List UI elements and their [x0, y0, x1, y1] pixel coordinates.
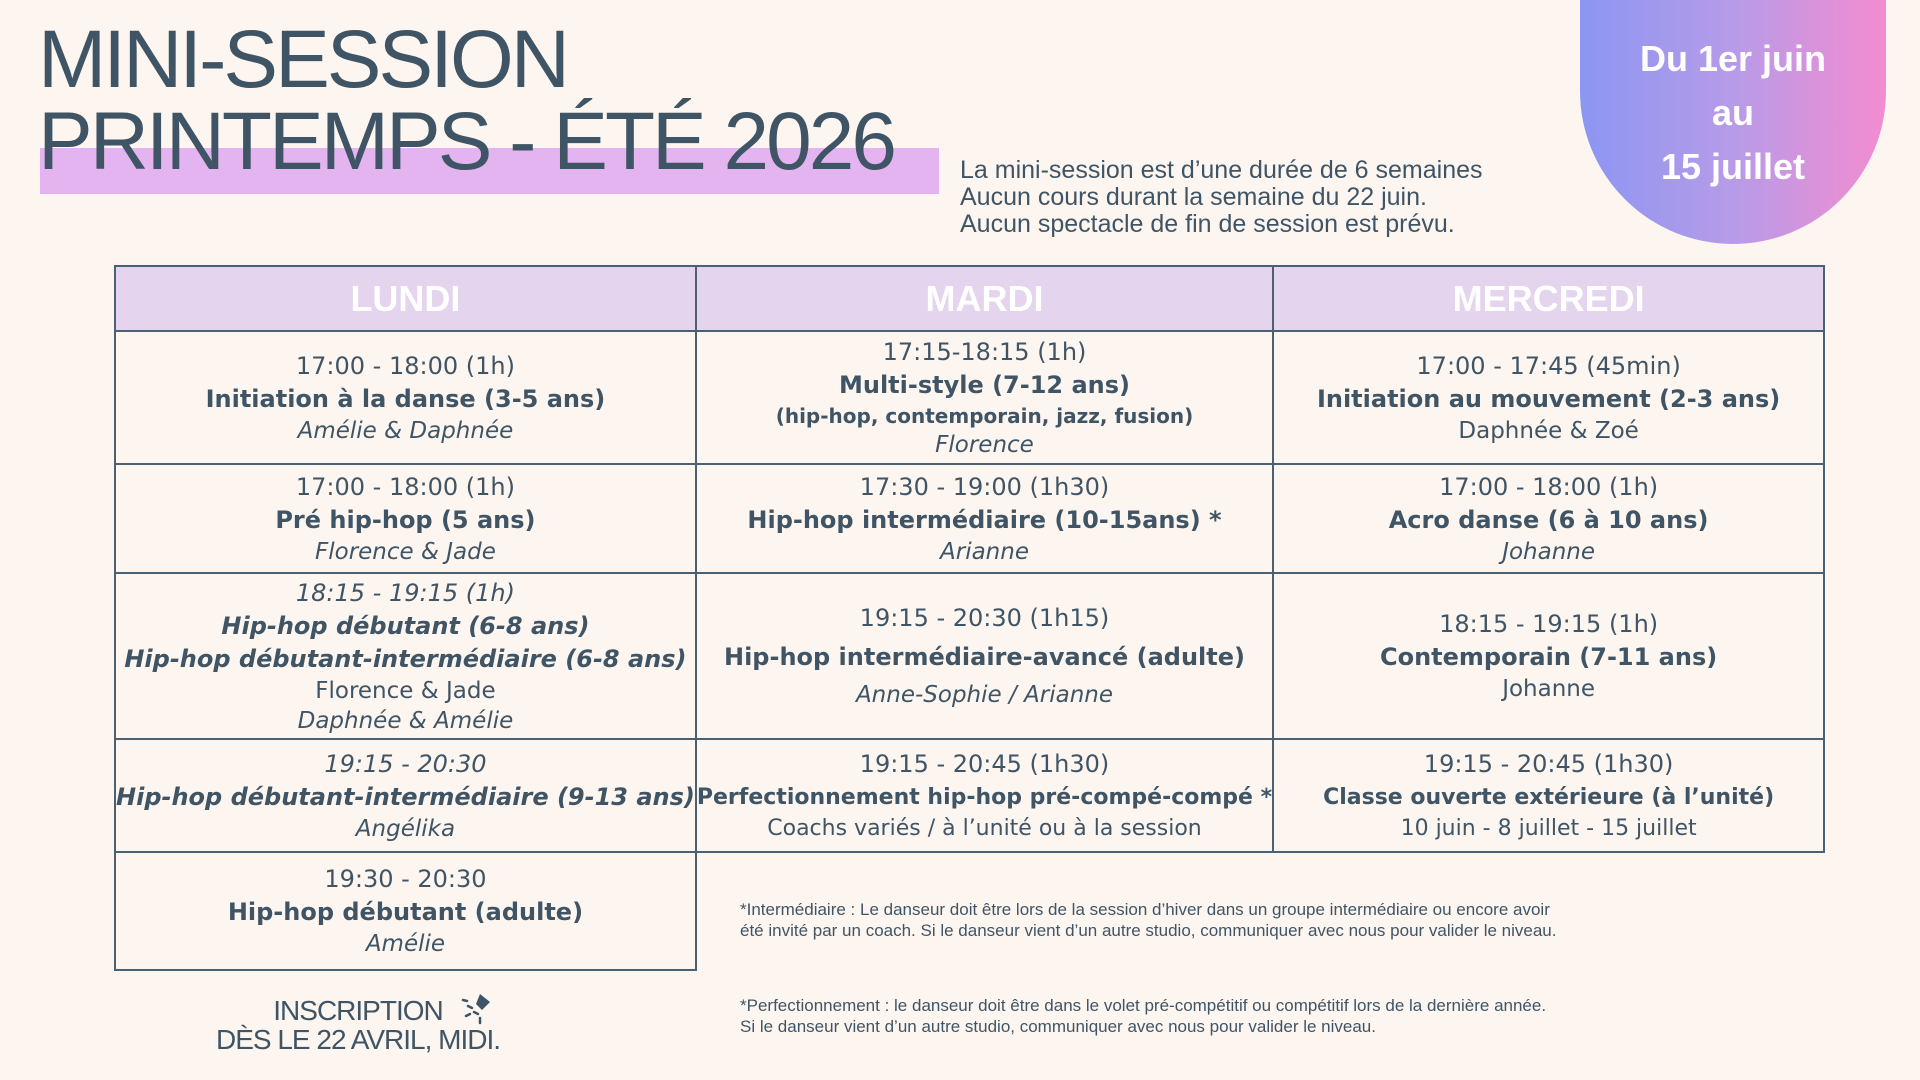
level-notes [740, 881, 1556, 1055]
title-block [38, 14, 894, 187]
class-teachers: Arianne [940, 538, 1029, 565]
schedule-row [115, 331, 1824, 464]
class-cell [696, 573, 1273, 739]
schedule-table [114, 265, 1825, 971]
class-name: Perfectionnement hip-hop pré-compé-compé * [696, 784, 1273, 810]
class-cell [115, 852, 696, 970]
class-cell [1273, 464, 1824, 573]
class-teachers: Daphnée & Amélie [297, 707, 514, 734]
class-name: Hip-hop débutant (adulte) [227, 898, 584, 926]
class-teachers: Florence & Jade [315, 538, 496, 565]
class-cell [1273, 331, 1824, 464]
class-teachers: Daphnée & Zoé [1458, 417, 1639, 444]
class-time: 17:00 - 18:00 (1h) [1439, 472, 1659, 501]
class-cell [696, 331, 1273, 464]
class-time: 17:00 - 18:00 (1h) [295, 472, 515, 501]
class-time: 19:30 - 20:30 [324, 865, 487, 893]
class-time: 19:15 - 20:45 (1h30) [1423, 749, 1674, 778]
class-cell [1273, 573, 1824, 739]
class-cell [115, 573, 696, 739]
class-time: 17:00 - 17:45 (45min) [1416, 351, 1681, 380]
class-teachers: Florence [935, 431, 1034, 458]
class-name: Acro danse (6 à 10 ans) [1388, 505, 1709, 534]
class-teachers: Amélie & Daphnée [297, 417, 514, 444]
inscription-info [216, 996, 500, 1054]
class-time: 17:30 - 19:00 (1h30) [859, 472, 1110, 501]
date-line: 15 juillet [1660, 146, 1806, 187]
day-header-mercredi: MERCREDI [1273, 266, 1824, 331]
schedule-row [115, 464, 1824, 573]
intro-line: La mini-session est d’une durée de 6 semaines [960, 156, 1483, 184]
class-cell [696, 464, 1273, 573]
day-header-row [115, 266, 1824, 331]
intro-line: Aucun spectacle de fin de session est prévu. [960, 210, 1455, 238]
session-intro [960, 157, 1483, 238]
class-teachers: Angélika [355, 815, 456, 842]
class-styles: (hip-hop, contemporain, jazz, fusion) [775, 403, 1194, 428]
class-name: Multi-style (7-12 ans) [838, 370, 1131, 399]
class-name: Hip-hop intermédiaire (10-15ans) * [747, 505, 1222, 534]
date-line: Du 1er juin [1639, 38, 1827, 79]
intro-line: Aucun cours durant la semaine du 22 juin. [960, 183, 1427, 211]
class-teachers: Amélie [365, 931, 446, 957]
title-line-2: PRINTEMPS - ÉTÉ 2026 [38, 96, 894, 187]
class-name: Hip-hop débutant-intermédiaire (6-8 ans) [124, 644, 687, 673]
class-name: Pré hip-hop (5 ans) [275, 505, 536, 534]
class-cell [696, 739, 1273, 852]
class-cell [115, 464, 696, 573]
class-teachers: Florence & Jade [315, 677, 496, 704]
class-name: Initiation à la danse (3-5 ans) [205, 384, 606, 413]
session-dates-badge [1580, 0, 1886, 244]
day-header-lundi: LUNDI [115, 266, 696, 331]
note-line: Si le danseur vient d’un autre studio, communiquer avec nous pour valider le niveau. [740, 1017, 1376, 1036]
class-time: 19:15 - 20:45 (1h30) [859, 749, 1110, 778]
class-time: 17:00 - 18:00 (1h) [295, 351, 515, 380]
class-teachers: 10 juin - 8 juillet - 15 juillet [1400, 815, 1697, 841]
day-header-mardi: MARDI [696, 266, 1273, 331]
schedule-row [115, 573, 1824, 739]
class-teachers: Johanne [1502, 538, 1596, 565]
sparkle-icon [460, 990, 496, 1026]
inscription-line-2: DÈS LE 22 AVRIL, MIDI. [216, 1024, 501, 1055]
class-time: 18:15 - 19:15 (1h) [1439, 610, 1659, 638]
date-line: au [1711, 92, 1754, 133]
class-cell [1273, 739, 1824, 852]
note-line: *Perfectionnement : le danseur doit être dans le volet pré-compétitif ou compétitif lors de la dernière année. [740, 996, 1547, 1015]
class-teachers: Coachs variés / à l’unité ou à la session [767, 815, 1202, 841]
title-line-1: MINI-SESSION [38, 14, 567, 105]
class-time: 19:15 - 20:30 (1h15) [859, 604, 1110, 632]
class-time: 17:15-18:15 (1h) [882, 337, 1087, 366]
class-name: Hip-hop intermédiaire-avancé (adulte) [723, 643, 1245, 671]
class-name: Hip-hop débutant-intermédiaire (9-13 ans) [116, 782, 695, 811]
inscription-line-1: INSCRIPTION [273, 995, 443, 1026]
class-cell [115, 739, 696, 852]
class-time: 18:15 - 19:15 (1h) [295, 578, 515, 607]
class-teachers: Anne-Sophie / Arianne [855, 682, 1114, 708]
note-line: *Intermédiaire : Le danseur doit être lors de la session d’hiver dans un groupe intermédiaire ou encore avoir [740, 900, 1550, 919]
note-line: été invité par un coach. Si le danseur vient d’un autre studio, communiquer avec nous pour valider le niveau. [740, 921, 1557, 940]
class-teachers: Johanne [1502, 676, 1596, 702]
class-name: Initiation au mouvement (2-3 ans) [1316, 384, 1781, 413]
schedule-row [115, 739, 1824, 852]
class-name: Hip-hop débutant (6-8 ans) [221, 611, 590, 640]
class-time: 19:15 - 20:30 [324, 749, 487, 778]
class-name: Contemporain (7-11 ans) [1379, 643, 1718, 671]
class-name: Classe ouverte extérieure (à l’unité) [1323, 784, 1775, 810]
class-cell [115, 331, 696, 464]
